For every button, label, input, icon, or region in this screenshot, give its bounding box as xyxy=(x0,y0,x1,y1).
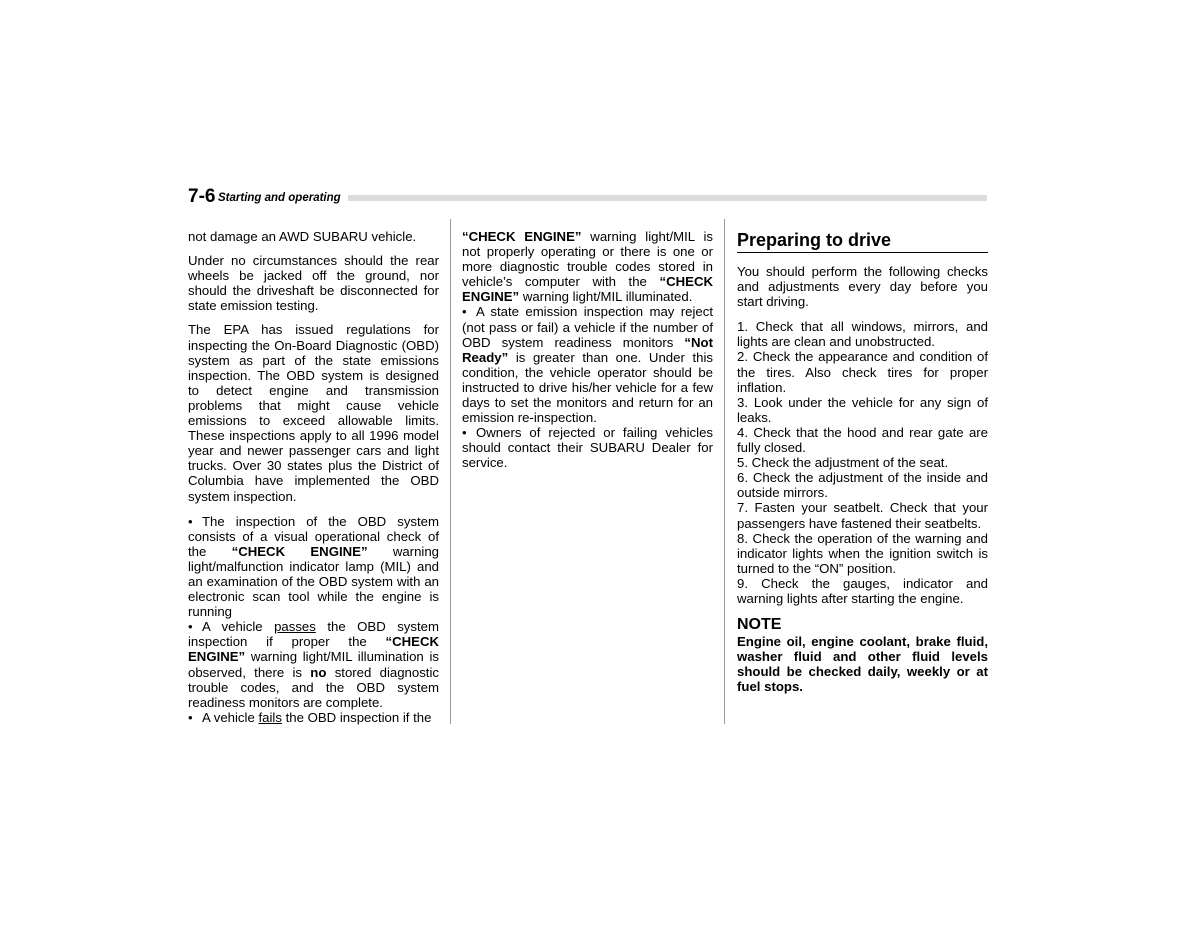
list-item: 3. Look under the vehicle for any sign of leaks. xyxy=(737,394,988,425)
paragraph: Under no circumstances should the rear wheels be jacked off the ground, nor should the driveshaft be disconnected for state emission testing. xyxy=(188,253,439,314)
intro-paragraph: You should perform the following checks and adjustments every day before you start driving. xyxy=(737,264,988,310)
page-header xyxy=(188,186,988,208)
text-column-1 xyxy=(188,229,439,725)
bullet-icon: • xyxy=(188,513,193,529)
list-item: 1. Check that all windows, mirrors, and lights are clean and unobstructed. xyxy=(737,319,988,350)
list-item: 7. Fasten your seatbelt. Check that your passengers have fastened their seatbelts. xyxy=(737,500,988,531)
list-item: 9. Check the gauges, indicator and warning lights after starting the engine. xyxy=(737,575,988,606)
list-item: 6. Check the adjustment of the inside and outside mirrors. xyxy=(737,470,988,501)
bullet-icon: • xyxy=(188,709,193,725)
column-divider xyxy=(724,219,725,724)
bullet-item: • A vehicle fails the OBD inspection if the xyxy=(188,709,432,725)
section-title: Starting and operating xyxy=(218,192,341,204)
list-item: 2. Check the appearance and condition of the tires. Also check tires for proper inflation. xyxy=(737,349,988,395)
bullet-item: • The inspection of the OBD system consists of a visual operational check of the “CHECK ENGINE” warning light/malfunction indicator lamp (MIL) and an examination of the OBD system with an electronic scan tool while the engine is running xyxy=(188,513,440,620)
checklist xyxy=(737,319,988,606)
bullet-item: • Owners of rejected or failing vehicles should contact their SUBARU Dealer for service. xyxy=(462,425,713,471)
text-column-2 xyxy=(462,229,713,471)
bullet-item: • A vehicle passes the OBD system inspection if proper the “CHECK ENGINE” warning light/MIL illumination is observed, there is no stored diagnostic trouble codes, and the OBD system readiness monitors are complete. xyxy=(188,619,440,710)
header-rule xyxy=(348,195,987,201)
note-body: Engine oil, engine coolant, brake fluid, washer fluid and other fluid levels should be checked daily, weekly or at fuel stops. xyxy=(737,634,988,695)
list-item: 5. Check the adjustment of the seat. xyxy=(737,455,949,471)
page-number: 7-6 xyxy=(188,186,219,208)
paragraph: “CHECK ENGINE” warning light/MIL is not properly operating or there is one or more diagnostic trouble codes stored in vehicle’s computer with the “CHECK ENGINE” warning light/MIL illuminated. xyxy=(462,229,713,305)
text-column-3 xyxy=(737,229,988,694)
note-title: NOTE xyxy=(737,616,782,634)
bullet-icon: • xyxy=(462,425,467,441)
list-item: 4. Check that the hood and rear gate are fully closed. xyxy=(737,424,989,456)
bullet-item: • A state emission inspection may reject (not pass or fail) a vehicle if the number of OBD system readiness monitors “Not Ready” is greater than one. Under this condition, the vehicle operator should be instructed to drive his/her vehicle for a few days to set the monitors and return for an emission re-inspection. xyxy=(462,304,713,426)
bullet-icon: • xyxy=(462,304,467,320)
bullet-icon: • xyxy=(188,619,193,635)
column-divider xyxy=(450,219,451,724)
paragraph: The EPA has issued regulations for inspecting the On-Board Diagnostic (OBD) system as part of the state emissions inspection. The OBD system is designed to detect engine and transmission problems that might cause vehicle emissions to exceed allowable limits. These inspections apply to all 1996 model year and newer passenger cars and light trucks. Over 30 states plus the District of Columbia have implemented the OBD system inspection. xyxy=(188,322,439,504)
paragraph: not damage an AWD SUBARU vehicle. xyxy=(188,229,417,244)
section-heading: Preparing to drive xyxy=(737,229,988,253)
list-item: 8. Check the operation of the warning and indicator lights when the ignition switch is turned to the “ON” position. xyxy=(737,530,988,576)
